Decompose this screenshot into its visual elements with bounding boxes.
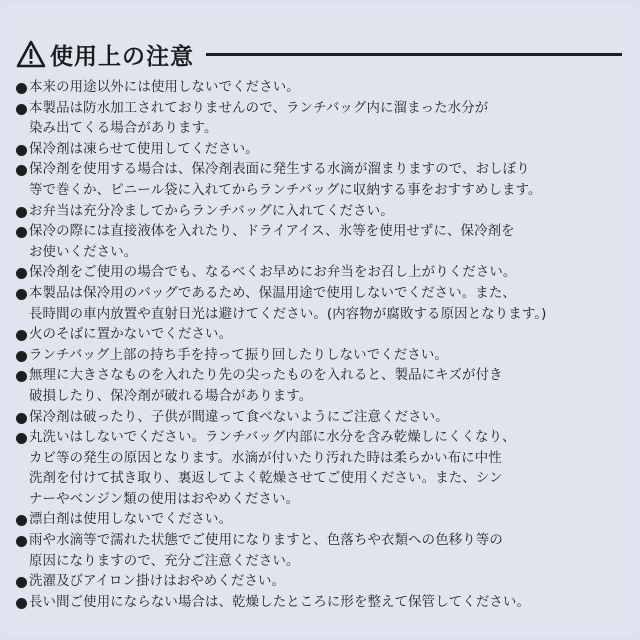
caution-text-line: 漂白剤は使用しないでください。 <box>29 512 233 528</box>
caution-text-line: 保冷剤は破ったり、子供が間違って食べないようにご注意ください。 <box>29 409 449 425</box>
caution-item <box>16 346 634 367</box>
bullet-icon <box>16 536 27 547</box>
bullet-icon <box>16 207 27 218</box>
caution-text-line: 保冷剤を使用する場合は、保冷剤表面に発生する水滴が溜まりますので、おしぼり <box>29 162 530 178</box>
bullet-icon <box>16 289 27 300</box>
caution-text-line: 長時間の車内放置や直射日光は避けてください。(内容物が腐敗する原因となります。) <box>29 306 547 322</box>
caution-text-line: 洗濯及びアイロン掛けはおやめください。 <box>29 574 286 590</box>
caution-item <box>16 222 634 263</box>
caution-text-line: 丸洗いはしないでください。ランチバッグ内部に水分を含み乾燥しにくくなり、 <box>29 430 516 446</box>
caution-text-line: 本製品は保冷用のバッグであるため、保温用途で使用しないでください。また、 <box>29 285 516 301</box>
bullet-icon <box>16 577 27 588</box>
caution-item <box>16 202 634 223</box>
caution-item <box>16 428 634 510</box>
caution-item <box>16 284 634 325</box>
caution-text-line: 長い間ご使用にならない場合は、乾燥したところに形を整えて保管してください。 <box>29 594 531 610</box>
section-heading <box>16 38 628 70</box>
caution-text-line: 保冷剤は凍らせて使用してください。 <box>29 141 259 157</box>
caution-text-line: 本来の用途以外には使用しないでください。 <box>29 80 300 95</box>
caution-text-line: 破損したり、保冷剤が破れる場合があります。 <box>29 388 313 404</box>
caution-text-line: ランチバッグ上部の持ち手を持って振り回したりしないでください。 <box>29 347 448 363</box>
caution-text-line: 保冷剤をご使用の場合でも、なるべくお早めにお弁当をお召し上がりください。 <box>29 265 517 281</box>
caution-item <box>16 140 634 161</box>
bullet-icon <box>16 104 27 115</box>
bullet-icon <box>16 598 27 609</box>
caution-list <box>16 78 634 613</box>
caution-item <box>16 366 634 407</box>
notice-card <box>6 4 634 636</box>
caution-item <box>16 78 634 99</box>
bullet-icon <box>16 515 27 526</box>
caution-item <box>16 99 634 140</box>
caution-text-line: 雨や水滴等で濡れた状態でご使用になりますと、色落ちや衣類への色移り等の <box>29 533 503 549</box>
caution-item <box>16 510 634 531</box>
caution-text-line: 無理に大きさなものを入れたり先の尖ったものを入れると、製品にキズが付き <box>29 368 503 384</box>
caution-item <box>16 263 634 284</box>
caution-text-line: 火のそばに置かないでください。 <box>29 327 233 343</box>
caution-text-line: 等で巻くか、ビニール袋に入れてからランチバッグに収納する事をおすすめします。 <box>29 182 542 198</box>
bullet-icon <box>16 330 27 341</box>
caution-item <box>16 593 634 614</box>
bullet-icon <box>16 351 27 362</box>
caution-item <box>16 531 634 572</box>
caution-text-line: カビ等の発生の原因となります。水滴が付いたり汚れた時は柔らかい布に中性 <box>29 450 502 466</box>
bullet-icon <box>16 371 27 382</box>
bullet-icon <box>16 145 27 156</box>
caution-item <box>16 408 634 429</box>
bullet-icon <box>16 413 27 424</box>
caution-text-line: 原因になりますので、充分ご注意ください。 <box>29 553 300 569</box>
warning-triangle-icon <box>16 40 46 68</box>
bullet-icon <box>16 268 27 279</box>
caution-text-line: 本製品は防水加工されておりませんので、ランチバッグ内に溜まった水分が <box>29 100 489 116</box>
caution-text-line: 染み出てくる場合があります。 <box>29 121 218 137</box>
bullet-icon <box>16 165 27 176</box>
heading-rule <box>206 53 622 56</box>
bullet-icon <box>16 227 27 238</box>
caution-item <box>16 325 634 346</box>
caution-text-line: ナーやベンジン類の使用はおやめください。 <box>29 491 300 507</box>
caution-text-line: お弁当は充分冷ましてからランチバッグに入れてください。 <box>29 203 394 219</box>
caution-text-line: 保冷の際には直接液体を入れたり、ドライアイス、氷等を使用せずに、保冷剤を <box>29 224 515 240</box>
caution-item <box>16 572 634 593</box>
caution-text-line: お使いください。 <box>29 244 138 260</box>
bullet-icon <box>16 83 27 94</box>
caution-text-line: 洗剤を付けて拭き取り、裏返してよく乾燥させてご使用ください。また、シン <box>29 471 503 487</box>
bullet-icon <box>16 433 27 444</box>
page-title: 使用上の注意 <box>50 43 194 70</box>
caution-item <box>16 160 634 201</box>
